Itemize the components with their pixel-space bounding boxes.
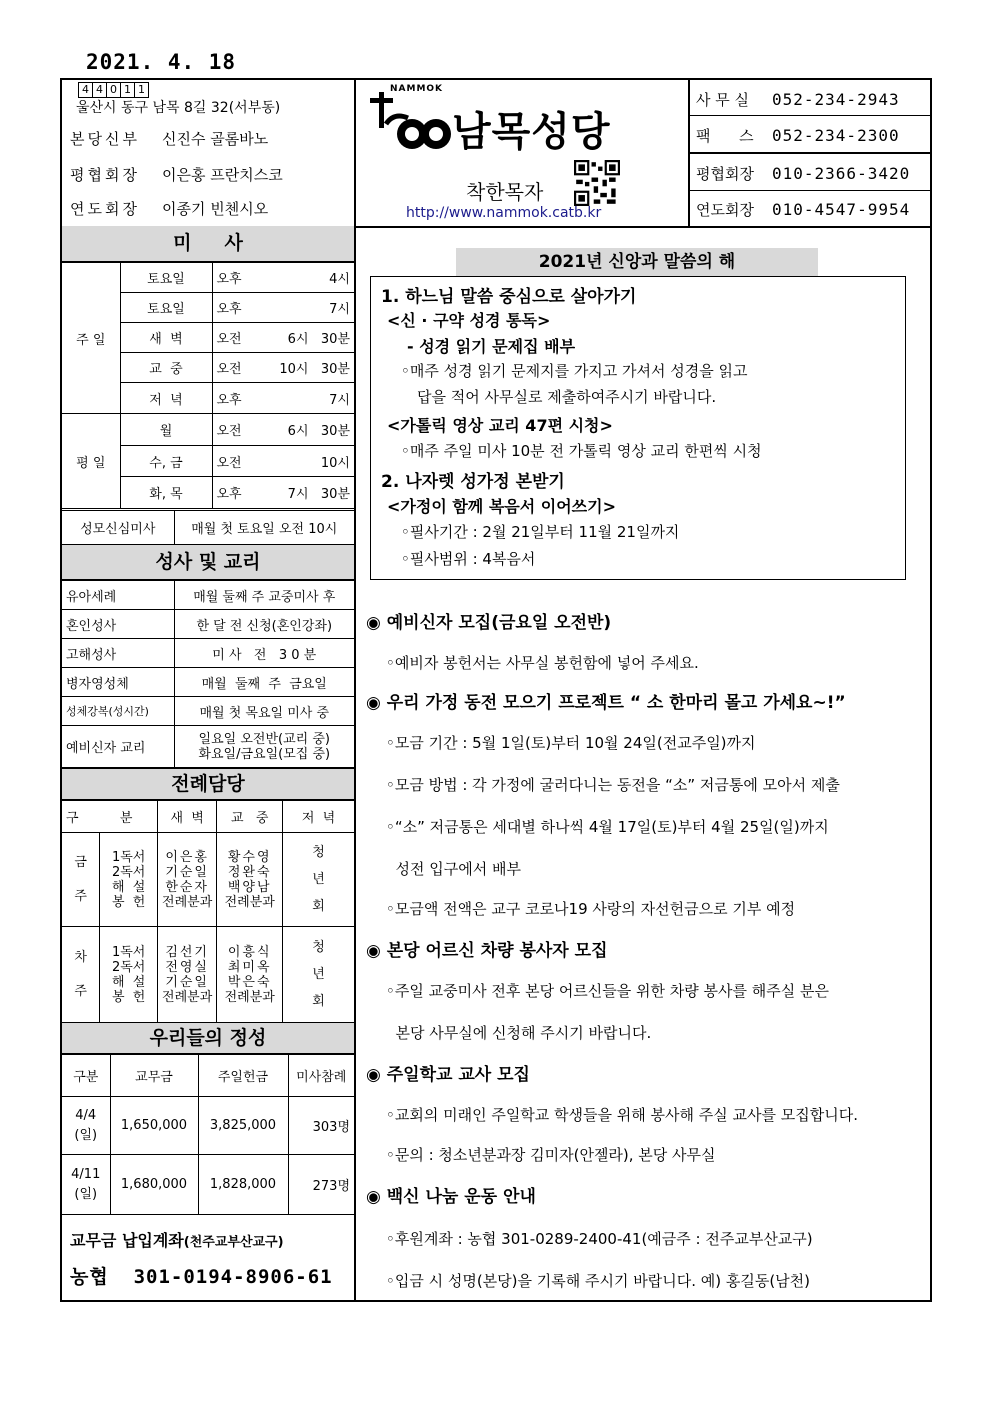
right-column (356, 226, 930, 1302)
sacraments-table (62, 580, 354, 768)
this-week-evening: 청 년 회 (283, 833, 354, 927)
website-link[interactable]: http://www.nammok.catb.kr (406, 205, 602, 221)
person-name: 이은홍 프란치스코 (162, 166, 283, 184)
contact-label: 평협회장 (696, 165, 754, 183)
theme-line: - 성경 읽기 문제집 배부 (407, 337, 576, 356)
sacrament-label: 고해성사 (62, 639, 174, 668)
church-logo-block (356, 80, 686, 226)
zip-digit: 1 (134, 82, 149, 98)
sacrament-label: 성체강복(성시간) (62, 697, 174, 726)
news-title: ◉ 주일학교 교사 모집 (366, 1065, 530, 1085)
table-row (62, 927, 354, 1023)
weekday-label: 평 일 (62, 414, 120, 509)
news-item: 성전 입구에서 배부 (386, 860, 521, 878)
mass-day: 토요일 (120, 263, 212, 293)
divider (690, 152, 932, 154)
theme-line: 1. 하느님 말씀 중심으로 살아가기 (381, 287, 637, 307)
offering-amount: 3,825,000 (198, 1097, 288, 1155)
zip-digit: 4 (78, 82, 93, 98)
mass-time: 오전 10시 (212, 446, 354, 477)
liturgy-header: 새 벽 (158, 801, 217, 833)
offering-amount: 1,828,000 (198, 1155, 288, 1215)
theme-line: <가톨릭 영상 교리 47편 시청> (387, 416, 613, 435)
table-row (62, 639, 354, 668)
zip-code (78, 82, 148, 98)
table-row (62, 833, 354, 927)
offerings-section-title: 우리들의 정성 (62, 1022, 354, 1054)
news-item: ◦교회의 미래인 주일학교 학생들을 위해 봉사해 주실 교사를 모집합니다. (386, 1106, 858, 1124)
contact-label: 팩 스 (696, 127, 754, 145)
logo-small-text: NAMMOK (390, 84, 444, 94)
news-title: ◉ 예비신자 모집(금요일 오전반) (366, 613, 612, 633)
contact-number: 052-234-2300 (772, 126, 900, 145)
table-row (62, 1155, 354, 1215)
sacrament-value: 매월 첫 목요일 미사 중 (174, 697, 354, 726)
mass-section-title: 미 사 (62, 226, 354, 262)
theme-line: 2. 나자렛 성가정 본받기 (381, 472, 565, 492)
theme-line: 답을 적어 사무실로 제출하여주시기 바랍니다. (417, 388, 717, 406)
mass-time: 오전 6시 30분 (212, 414, 354, 446)
table-row (62, 511, 354, 545)
news-title: ◉ 본당 어르신 차량 봉사자 모집 (366, 941, 608, 961)
offering-attendance: 273명 (288, 1155, 354, 1215)
contacts (688, 80, 932, 226)
offering-date: 4/4 (일) (62, 1097, 110, 1155)
mass-time: 오후 7시 30분 (212, 477, 354, 509)
sacrament-value: 일요일 오전반(교리 중) 화요일/금요일(모집 중) (174, 726, 354, 768)
divider (690, 190, 932, 191)
sacred-heart-label: 성모신심미사 (62, 511, 174, 545)
zip-digit: 0 (106, 82, 121, 98)
bulletin-date: 2021. 4. 18 (86, 50, 237, 74)
yeondo-president-row (70, 198, 268, 219)
offerings-header: 구분 (62, 1055, 110, 1097)
table-row (62, 610, 354, 639)
qr-code-icon (574, 160, 620, 206)
table-row (62, 726, 354, 768)
mass-day: 저 녁 (120, 383, 212, 414)
sacrament-value: 한 달 전 신청(혼인강좌) (174, 610, 354, 639)
contact-fax (696, 125, 900, 146)
sacred-heart-mass-table (62, 510, 354, 545)
news-item: ◦“소” 저금통은 세대별 하나씩 4월 17일(토)부터 4월 25일(일)까지 (386, 818, 829, 836)
liturgy-roles: 1독서 2독서 해 설 봉 헌 (100, 927, 158, 1023)
contact-number: 052-234-2943 (772, 90, 900, 109)
news-item: ◦모금 방법 : 각 가정에 굴러다니는 동전을 “소” 저금통에 모아서 제출 (386, 776, 840, 794)
person-name: 신진수 골롬바노 (162, 130, 269, 148)
next-week-label: 차 주 (62, 927, 100, 1023)
table-row (62, 263, 354, 293)
mass-time: 오후 4시 (212, 263, 354, 293)
header-info (62, 80, 356, 226)
role-label: 평협회장 (70, 166, 140, 184)
mass-day: 화, 목 (120, 477, 212, 509)
theme-line: ◦매주 성경 읽기 문제지를 가지고 가셔서 성경을 읽고 (401, 362, 748, 380)
mass-schedule-table (62, 262, 354, 509)
left-column (62, 226, 356, 1302)
bulletin-frame (60, 78, 932, 1302)
header (62, 80, 930, 228)
news-item: ◦예비자 봉헌서는 사무실 봉헌함에 넣어 주세요. (386, 654, 699, 672)
offerings-header: 교무금 (110, 1055, 198, 1097)
liturgy-header: 구 분 (62, 801, 158, 833)
offerings-header: 미사참례 (288, 1055, 354, 1097)
sacrament-label: 유아세례 (62, 581, 174, 610)
table-row (62, 1097, 354, 1155)
mass-day: 교 중 (120, 353, 212, 383)
sacrament-label: 병자영성체 (62, 668, 174, 697)
role-label: 연도회장 (70, 200, 140, 218)
contact-council-president (696, 163, 910, 184)
mass-time: 오후 7시 (212, 293, 354, 323)
contact-label: 사 무 실 (696, 91, 750, 109)
address: 울산시 동구 남목 8길 32(서부동) (76, 100, 281, 116)
role-label: 본당신부 (70, 130, 140, 148)
sacrament-value: 미 사 전 3 0 분 (174, 639, 354, 668)
contact-office (696, 89, 900, 110)
mass-time: 오전 6시 30분 (212, 323, 354, 353)
contact-label: 연도회장 (696, 201, 754, 219)
year-theme-banner: 2021년 신앙과 말씀의 해 (456, 248, 818, 276)
table-row (62, 668, 354, 697)
table-row (62, 801, 354, 833)
offering-date: 4/11 (일) (62, 1155, 110, 1215)
sacraments-section-title: 성사 및 교리 (62, 544, 354, 580)
news-title: ◉ 우리 가정 동전 모으기 프로젝트 “ 소 한마리 몰고 가세요~!” (366, 693, 846, 713)
theme-line: ◦필사기간 : 2월 21일부터 11월 21일까지 (401, 523, 680, 541)
sacrament-value: 매월 둘째 주 금요일 (174, 668, 354, 697)
liturgy-header: 저 녁 (283, 801, 354, 833)
next-week-main: 이흥식 최미옥 박은숙 전례분과 (217, 927, 283, 1023)
sacrament-label: 혼인성사 (62, 610, 174, 639)
council-president-row (70, 164, 283, 185)
account-title: 교무금 납입계좌(천주교부산교구) (70, 1231, 284, 1250)
table-row (62, 1055, 354, 1097)
liturgy-section-title: 전례담당 (62, 768, 354, 800)
motto: 착한목자 (466, 180, 544, 204)
table-row (62, 581, 354, 610)
table-row (62, 414, 354, 446)
liturgy-header: 교 중 (217, 801, 283, 833)
table-row (62, 697, 354, 726)
news-item: ◦모금액 전액은 교구 코로나19 사랑의 자선헌금으로 기부 예정 (386, 900, 796, 918)
this-week-label: 금 주 (62, 833, 100, 927)
sacrament-value: 매월 둘째 주 교중미사 후 (174, 581, 354, 610)
news-item: ◦후원계좌 : 농협 301-0289-2400-41(예금주 : 전주교부산교구) (386, 1230, 813, 1248)
news-item: ◦입금 시 성명(본당)을 기록해 주시기 바랍니다. 예) 홍길동(남천) (386, 1272, 811, 1290)
theme-line: ◦매주 주일 미사 10분 전 가톨릭 영상 교리 한편씩 시청 (401, 442, 762, 460)
account-number: 농협 301-0194-8906-61 (70, 1266, 333, 1288)
zip-digit: 4 (92, 82, 107, 98)
year-theme-box (370, 276, 906, 580)
news-item: 본당 사무실에 신청해 주시기 바랍니다. (386, 1024, 652, 1042)
zip-digit: 1 (120, 82, 135, 98)
mass-day: 월 (120, 414, 212, 446)
news-title: ◉ 백신 나눔 운동 안내 (366, 1187, 536, 1207)
mass-day: 토요일 (120, 293, 212, 323)
sacred-heart-value: 매월 첫 토요일 오전 10시 (174, 511, 354, 545)
this-week-dawn: 이은홍 기순일 한순자 전례분과 (158, 833, 217, 927)
offerings-table (62, 1054, 354, 1215)
contact-yeondo-president (696, 199, 910, 220)
liturgy-table (62, 800, 354, 1023)
pastor-row (70, 128, 268, 149)
this-week-main: 황수영 정완숙 백양남 전례분과 (217, 833, 283, 927)
church-name: 남목성당 (452, 109, 611, 155)
person-name: 이종기 빈첸시오 (162, 200, 269, 218)
next-week-dawn: 김선기 전영실 기순일 전례분과 (158, 927, 217, 1023)
news-item: ◦모금 기간 : 5월 1일(토)부터 10월 24일(전교주일)까지 (386, 734, 756, 752)
offering-dues: 1,680,000 (110, 1155, 198, 1215)
contact-number: 010-2366-3420 (772, 164, 911, 183)
sacrament-label: 예비신자 교리 (62, 726, 174, 768)
news-item: ◦문의 : 청소년분과장 김미자(안젤라), 본당 사무실 (386, 1146, 716, 1164)
mass-day: 새 벽 (120, 323, 212, 353)
mass-time: 오후 7시 (212, 383, 354, 414)
divider (690, 115, 932, 116)
next-week-evening: 청 년 회 (283, 927, 354, 1023)
news-item: ◦주일 교중미사 전후 본당 어르신들을 위한 차량 봉사를 해주실 분은 (386, 982, 829, 1000)
liturgy-roles: 1독서 2독서 해 설 봉 헌 (100, 833, 158, 927)
offerings-header: 주일헌금 (198, 1055, 288, 1097)
theme-line: ◦필사범위 : 4복음서 (401, 550, 536, 568)
theme-line: <신 · 구약 성경 통독> (387, 311, 551, 330)
contact-number: 010-4547-9954 (772, 200, 911, 219)
mass-day: 수, 금 (120, 446, 212, 477)
offering-dues: 1,650,000 (110, 1097, 198, 1155)
sunday-label: 주 일 (62, 263, 120, 414)
offering-attendance: 303명 (288, 1097, 354, 1155)
theme-line: <가정이 함께 복음서 이어쓰기> (387, 497, 616, 516)
mass-time: 오전 10시 30분 (212, 353, 354, 383)
